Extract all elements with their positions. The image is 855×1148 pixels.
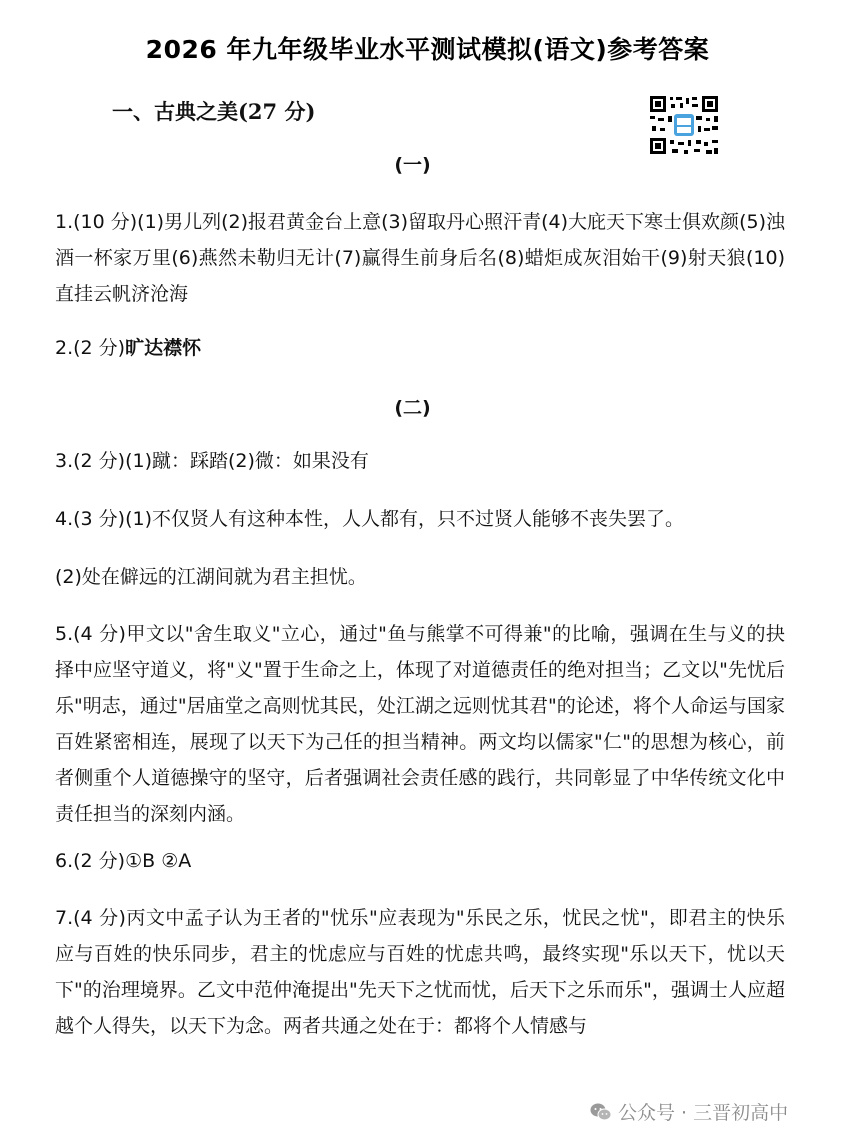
wechat-icon — [590, 1102, 612, 1122]
answer-q4-2: (2)处在僻远的江湖间就为君主担忧。 — [55, 566, 367, 588]
part-heading-2: (二) — [394, 397, 431, 419]
answer-q2-prefix: 2.(2 分) — [55, 337, 126, 359]
footer-watermark — [590, 1098, 788, 1125]
answer-q7: 7.(4 分)丙文中孟子认为王者的"忧乐"应表现为"乐民之乐，忧民之忧"，即君主的快乐应与百姓的快乐同步，君主的忧虑应与百姓的忧虑共鸣，最终实现"乐以天下，忧以天下"的治理境界。乙文中范仲淹提出"先天下之忧而忧，后天下之乐而乐"，强调士人应超越个人得失，以天下为念。两者共通之处在于：都将个人情感与 — [55, 907, 785, 1037]
section-heading: 一、古典之美(27 分) — [112, 99, 316, 124]
part-heading-1: (一) — [394, 154, 431, 176]
qr-code-icon[interactable] — [646, 94, 722, 158]
answer-q4-1: 4.(3 分)(1)不仅贤人有这种本性，人人都有，只不过贤人能够不丧失罢了。 — [55, 508, 684, 530]
answer-q5: 5.(4 分)甲文以"舍生取义"立心，通过"鱼与熊掌不可得兼"的比喻，强调在生与义的抉择中应坚守道义，将"义"置于生命之上，体现了对道德责任的绝对担当；乙文以"先忧后乐"明志，通过"居庙堂之高则忧其民，处江湖之远则忧其君"的论述，将个人命运与国家百姓紧密相连，展现了以天下为己任的担当精神。两文均以儒家"仁"的思想为核心，前者侧重个人道德操守的坚守，后者强调社会责任感的践行，共同彰显了中华传统文化中责任担当的深刻内涵。 — [55, 623, 785, 825]
answer-q1: 1.(10 分)(1)男儿列(2)报君黄金台上意(3)留取丹心照汗青(4)大庇天下寒士俱欢颜(5)浊酒一杯家万里(6)燕然未勒归无计(7)赢得生前身后名(8)蜡炬成灰泪始干(9)射天狼(10)直挂云帆济沧海 — [55, 211, 785, 305]
answer-q2-answer: 旷达襟怀 — [125, 337, 202, 359]
answer-q6: 6.(2 分)①B ②A — [55, 850, 192, 872]
page-title: 2026 年九年级毕业水平测试模拟(语文)参考答案 — [145, 35, 710, 64]
footer-text: 公众号 · 三晋初高中 — [618, 1102, 789, 1124]
answer-q2 — [55, 330, 785, 366]
answer-q3: 3.(2 分)(1)蹴：踩踏(2)微：如果没有 — [55, 450, 369, 472]
